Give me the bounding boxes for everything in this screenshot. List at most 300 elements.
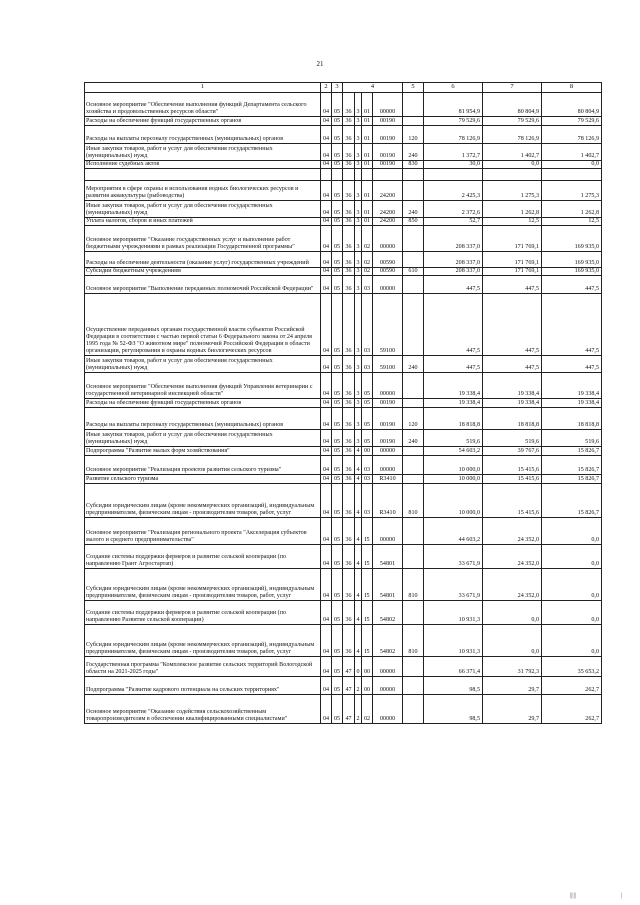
row-cell-c3: 05 (332, 484, 343, 518)
table-row (85, 399, 602, 408)
row-cell-c5: 830 (403, 161, 424, 169)
row-cell-c3: 05 (332, 161, 343, 169)
row-cell-c2: 04 (321, 657, 332, 677)
row-cell-p1: 36 (343, 545, 355, 569)
row-cell-c2: 04 (321, 518, 332, 545)
row-cell-p3: 01 (362, 117, 373, 126)
row-cell-v6: 66 371,4 (424, 657, 483, 677)
row-cell-p1: 36 (343, 117, 355, 126)
row-cell-p4: 00190 (373, 144, 403, 161)
table-row (85, 218, 602, 226)
row-cell-c3: 05 (332, 447, 343, 456)
row-cell-c5 (403, 181, 424, 201)
row-cell-p3: 01 (362, 93, 373, 117)
row-cell-p3: 01 (362, 218, 373, 226)
col-header: 5 (403, 83, 424, 93)
row-cell-v8: 0,0 (542, 161, 602, 169)
row-cell-p2: 3 (356, 161, 360, 168)
row-cell-c2: 04 (321, 408, 332, 430)
row-cell-v7: 171 769,1 (483, 226, 542, 252)
row-cell-p4: R3410 (373, 475, 403, 484)
row-name-cell: Субсидии бюджетным учреждениям (85, 268, 321, 276)
table-row (85, 475, 602, 484)
row-cell-c3: 05 (332, 569, 343, 601)
row-cell-c3: 05 (332, 408, 343, 430)
row-cell-c3: 05 (332, 518, 343, 545)
row-cell-c5: 810 (403, 625, 424, 657)
table-row (85, 161, 602, 169)
row-cell-p3: 05 (362, 430, 373, 447)
row-cell-c2: 04 (321, 447, 332, 456)
row-cell-v7 (483, 169, 542, 181)
row-cell-c3: 05 (332, 252, 343, 268)
row-cell-v6: 52,7 (424, 218, 483, 226)
row-cell-c3: 05 (332, 356, 343, 373)
table-row (85, 268, 602, 276)
row-cell-p3: 03 (362, 456, 373, 475)
row-cell-v8: 80 804,9 (542, 93, 602, 117)
row-cell-p3: 02 (362, 252, 373, 268)
row-cell-p3: 00 (362, 657, 373, 677)
row-cell-v7: 15 415,6 (483, 484, 542, 518)
row-cell-p4: 00190 (373, 430, 403, 447)
row-cell-v8: 0,0 (542, 569, 602, 601)
row-cell-c5: 240 (403, 144, 424, 161)
row-cell-c3: 05 (332, 276, 343, 294)
row-name-cell: Исполнение судебных актов (85, 161, 321, 169)
row-cell-c2: 04 (321, 569, 332, 601)
row-cell-c2: 04 (321, 677, 332, 695)
row-cell-p3: 02 (362, 268, 373, 276)
row-cell-v7: 171 769,1 (483, 252, 542, 268)
footer-mark-2: | (621, 893, 623, 899)
row-cell-p1: 36 (343, 518, 355, 545)
table-row (85, 518, 602, 545)
row-cell-v7: 19 338,4 (483, 373, 542, 399)
row-cell-v8: 0,0 (542, 625, 602, 657)
row-cell-c3: 05 (332, 625, 343, 657)
table-row (85, 569, 602, 601)
row-cell-p2 (355, 169, 362, 181)
row-cell-p1: 36 (343, 181, 355, 201)
row-cell-v6: 78 126,9 (424, 126, 483, 144)
row-name-cell: Государственная программа "Комплексное развитие сельских территорий Вологодской области на 2021-2025 годы" (85, 657, 321, 677)
row-cell-v8: 15 826,7 (542, 475, 602, 484)
row-cell-v7: 15 415,6 (483, 475, 542, 484)
table-row (85, 447, 602, 456)
row-cell-p2: 3 (355, 408, 362, 430)
row-cell-c5 (403, 117, 424, 126)
row-cell-v8: 15 826,7 (542, 447, 602, 456)
row-cell-v7: 29,7 (483, 695, 542, 724)
row-cell-c3: 05 (332, 201, 343, 218)
row-cell-p1: 47 (343, 677, 355, 695)
row-cell-v6: 519,6 (424, 430, 483, 447)
row-cell-v7: 447,5 (483, 356, 542, 373)
row-cell-p3: 01 (362, 126, 373, 144)
row-cell-c3: 05 (332, 657, 343, 677)
row-cell-c2: 04 (321, 545, 332, 569)
row-cell-p1: 36 (343, 569, 355, 601)
table-row (85, 356, 602, 373)
table-row (85, 408, 602, 430)
row-cell-v7: 12,5 (483, 218, 542, 226)
row-cell-p4: 00000 (373, 677, 403, 695)
row-cell-p2: 3 (355, 226, 362, 252)
row-name-cell: Осуществление переданных органам государственной власти субъектов Российской Федерации в соответствии с частью первой статьи 6 Федерального закона от 24 апреля 1995 года № 52-ФЗ "О животном мире" полномочий Российской Федерации в области организации, регулирования и охраны водных биологических ресурсов (85, 294, 321, 356)
row-name-cell: Расходы на обеспечение деятельности (оказание услуг) государственных учреждений (85, 252, 321, 268)
row-cell-v6: 19 338,4 (424, 399, 483, 408)
row-cell-v7: 171 769,1 (483, 268, 542, 276)
row-cell-v8: 15 826,7 (542, 456, 602, 475)
table-body (85, 83, 602, 724)
col-header: 7 (483, 83, 542, 93)
row-cell-p2: 4 (355, 625, 362, 657)
row-cell-v6: 208 337,0 (424, 252, 483, 268)
row-cell-v8: 19 338,4 (542, 373, 602, 399)
table-row (85, 201, 602, 218)
row-cell-v7: 80 804,9 (483, 93, 542, 117)
row-cell-v7: 39 767,6 (483, 447, 542, 456)
row-name-cell: Субсидии юридическим лицам (кроме некоммерческих организаций), индивидуальным предпринимателям, физическим лицам - производителям товаров, работ, услуг (85, 625, 321, 657)
table-row (85, 373, 602, 399)
budget-table (84, 82, 602, 724)
row-cell-v8: 1 262,8 (542, 201, 602, 218)
row-cell-p1: 36 (343, 93, 355, 117)
row-cell-p2: 4 (356, 476, 360, 483)
row-cell-c5 (403, 294, 424, 356)
row-cell-c3: 05 (332, 601, 343, 625)
row-cell-p3: I5 (362, 625, 373, 657)
row-cell-v6: 1 372,7 (424, 144, 483, 161)
row-cell-v8: 0,0 (542, 545, 602, 569)
row-cell-c2: 04 (321, 126, 332, 144)
row-name-cell: Основное мероприятие "Реализация регионального проекта "Акселерация субъектов малого и среднего предпринимательства" (85, 518, 321, 545)
row-cell-v6: 447,5 (424, 356, 483, 373)
table-row (85, 430, 602, 447)
row-cell-p3: 01 (362, 161, 373, 169)
row-cell-c5: 120 (403, 126, 424, 144)
row-cell-c5 (403, 657, 424, 677)
header-row (85, 83, 602, 93)
row-cell-v7: 447,5 (483, 294, 542, 356)
row-cell-v8: 35 653,2 (542, 657, 602, 677)
row-cell-p2: 3 (355, 294, 362, 356)
row-cell-c2: 04 (321, 218, 332, 226)
row-cell-p1: 36 (343, 268, 355, 276)
row-cell-p2: 4 (355, 601, 362, 625)
row-cell-c5 (403, 447, 424, 456)
row-cell-c2: 04 (321, 276, 332, 294)
row-cell-v8: 0,0 (542, 601, 602, 625)
row-cell-p3: 03 (362, 276, 373, 294)
row-name-cell: Иные закупки товаров, работ и услуг для обеспечения государственных (муниципальных) нужд (85, 356, 321, 373)
row-cell-p4: 24200 (373, 218, 403, 226)
row-name-cell: Расходы на выплаты персоналу государственных (муниципальных) органов (85, 408, 321, 430)
row-name-cell: Основное мероприятие "Выполнение переданных полномочий Российской Федерации" (85, 276, 321, 294)
row-cell-c2: 04 (321, 399, 332, 408)
row-name-cell: Расходы на обеспечение функций государственных органов (85, 399, 321, 408)
row-name-cell (85, 169, 321, 181)
row-cell-p1: 36 (343, 484, 355, 518)
table-row (85, 695, 602, 724)
row-cell-v8: 1 402,7 (542, 144, 602, 161)
row-cell-v6: 33 671,9 (424, 545, 483, 569)
row-cell-p3: 01 (362, 181, 373, 201)
row-name-cell: Расходы на обеспечение функций государственных органов (85, 117, 321, 126)
row-cell-v6 (424, 169, 483, 181)
table-row (85, 456, 602, 475)
row-cell-p4: 00190 (373, 117, 403, 126)
row-cell-p3: I5 (362, 518, 373, 545)
row-cell-c5 (403, 373, 424, 399)
row-cell-p2: 3 (355, 430, 362, 447)
row-cell-c5 (403, 456, 424, 475)
row-cell-v6: 10 000,0 (424, 484, 483, 518)
row-cell-v7: 0,0 (483, 625, 542, 657)
row-cell-p3: I5 (362, 569, 373, 601)
row-cell-c5: 240 (403, 201, 424, 218)
row-cell-p1: 36 (343, 373, 355, 399)
row-name-cell: Основное мероприятие "Оказание государственных услуг и выполнение работ бюджетными учреждениями в рамках реализации Государственной программы" (85, 226, 321, 252)
row-cell-c5 (403, 475, 424, 484)
row-cell-p3: 03 (362, 484, 373, 518)
row-cell-v7: 1 402,7 (483, 144, 542, 161)
row-cell-c2: 04 (321, 93, 332, 117)
row-cell-p3 (362, 169, 373, 181)
row-cell-v8: 169 935,0 (542, 268, 602, 276)
row-cell-v7: 24 352,0 (483, 545, 542, 569)
row-cell-p3: 03 (362, 475, 373, 484)
row-cell-p4: 54802 (373, 625, 403, 657)
table-row (85, 657, 602, 677)
row-cell-c3: 05 (332, 226, 343, 252)
row-cell-p2: 2 (355, 677, 362, 695)
table-row (85, 117, 602, 126)
row-cell-p4: 24200 (373, 181, 403, 201)
row-cell-p4: 00190 (373, 408, 403, 430)
row-cell-v7: 19 338,4 (483, 399, 542, 408)
row-cell-c2: 04 (321, 695, 332, 724)
row-cell-p1: 36 (343, 126, 355, 144)
row-cell-p1: 36 (343, 226, 355, 252)
row-cell-c3: 05 (332, 677, 343, 695)
row-cell-p3: 05 (362, 408, 373, 430)
row-cell-v7: 447,5 (483, 276, 542, 294)
row-cell-p2: 3 (355, 93, 362, 117)
row-cell-p4: 00000 (373, 695, 403, 724)
row-name-cell: Создание системы поддержки фермеров и развитие сельской кооперации (по направлению Грант Агростартап) (85, 545, 321, 569)
row-cell-p4: 00190 (373, 399, 403, 408)
row-cell-p3: 01 (362, 201, 373, 218)
row-cell-c2: 04 (321, 201, 332, 218)
row-cell-c3: 05 (332, 117, 343, 126)
row-cell-p1: 36 (343, 625, 355, 657)
row-cell-v6: 208 337,0 (424, 226, 483, 252)
row-cell-c5: 850 (403, 218, 424, 226)
row-cell-v8: 18 818,8 (542, 408, 602, 430)
row-cell-p4: 00000 (373, 373, 403, 399)
row-cell-p4: R3410 (373, 484, 403, 518)
row-cell-p2: 3 (355, 356, 362, 373)
row-cell-c3: 05 (332, 294, 343, 356)
col-header: 2 (321, 83, 332, 93)
row-cell-v8: 262,7 (542, 695, 602, 724)
table-row (85, 484, 602, 518)
row-name-cell: Иные закупки товаров, работ и услуг для обеспечения государственных (муниципальных) нужд (85, 201, 321, 218)
row-cell-v7: 31 792,3 (483, 657, 542, 677)
row-cell-p2: 4 (355, 545, 362, 569)
row-cell-c5 (403, 601, 424, 625)
row-cell-p2: 3 (356, 400, 360, 407)
row-cell-v6: 19 338,4 (424, 373, 483, 399)
row-cell-p2: 4 (355, 569, 362, 601)
row-cell-p2: 3 (355, 276, 362, 294)
row-cell-v7: 78 126,9 (483, 126, 542, 144)
row-cell-c5 (403, 252, 424, 268)
row-cell-p1: 36 (343, 456, 355, 475)
row-cell-c5 (403, 677, 424, 695)
table-row (85, 93, 602, 117)
row-cell-p4: 59100 (373, 294, 403, 356)
row-cell-v7: 1 262,8 (483, 201, 542, 218)
row-name-cell: Создание системы поддержки фермеров и развитие сельской кооперации (по направлению Развитие сельской кооперации) (85, 601, 321, 625)
row-cell-p3: 02 (362, 226, 373, 252)
row-cell-v8 (542, 169, 602, 181)
row-cell-p3: I5 (362, 601, 373, 625)
table-row (85, 677, 602, 695)
row-cell-c3: 05 (332, 399, 343, 408)
row-cell-v8: 1 275,3 (542, 181, 602, 201)
row-cell-p1: 36 (343, 294, 355, 356)
row-cell-v6: 79 529,6 (424, 117, 483, 126)
col-header: 1 (85, 83, 321, 93)
row-cell-p1: 36 (343, 144, 355, 161)
row-cell-p2: 3 (355, 144, 362, 161)
row-cell-p1: 36 (343, 201, 355, 218)
row-cell-c2: 04 (321, 373, 332, 399)
table-row (85, 252, 602, 268)
row-cell-v8: 262,7 (542, 677, 602, 695)
row-cell-p1: 36 (343, 218, 355, 226)
row-cell-v7: 79 529,6 (483, 117, 542, 126)
row-cell-v8: 447,5 (542, 276, 602, 294)
row-cell-p4: 00000 (373, 93, 403, 117)
row-cell-v6: 54 603,2 (424, 447, 483, 456)
row-cell-c3: 05 (332, 430, 343, 447)
row-cell-v6: 447,5 (424, 276, 483, 294)
row-cell-v7: 24 352,0 (483, 518, 542, 545)
table-row (85, 144, 602, 161)
table-row (85, 226, 602, 252)
row-cell-v7: 0,0 (483, 601, 542, 625)
row-cell-c2: 04 (321, 601, 332, 625)
row-cell-c5: 240 (403, 356, 424, 373)
table-row (85, 625, 602, 657)
row-cell-p4: 00000 (373, 276, 403, 294)
row-cell-v6: 30,0 (424, 161, 483, 169)
row-cell-c5: 240 (403, 430, 424, 447)
row-name-cell: Основное мероприятие "Оказание содействия сельскохозяйственным товаропроизводителям в обеспечении квалифицированными специалистами" (85, 695, 321, 724)
row-cell-p1: 36 (343, 356, 355, 373)
row-cell-c3: 05 (332, 268, 343, 276)
col-header: 8 (542, 83, 602, 93)
row-cell-p1: 47 (343, 695, 355, 724)
row-cell-p2: 3 (355, 201, 362, 218)
row-cell-c3: 05 (332, 218, 343, 226)
row-cell-p3: I5 (362, 545, 373, 569)
row-cell-p2: 3 (355, 126, 362, 144)
row-cell-p4: 00590 (373, 252, 403, 268)
row-cell-c3: 05 (332, 695, 343, 724)
table-row (85, 294, 602, 356)
row-cell-v6: 98,5 (424, 695, 483, 724)
row-cell-c3 (332, 169, 343, 181)
row-cell-v8: 169 935,0 (542, 252, 602, 268)
row-cell-p2: 3 (355, 181, 362, 201)
row-cell-v7: 1 275,3 (483, 181, 542, 201)
row-name-cell: Основное мероприятие "Обеспечение выполнения функций Управления ветеринарии с государственной ветеринарной инспекцией области" (85, 373, 321, 399)
row-cell-c2: 04 (321, 294, 332, 356)
row-cell-p2: 0 (355, 657, 362, 677)
row-cell-c5: 120 (403, 408, 424, 430)
row-cell-c2: 04 (321, 161, 332, 169)
row-cell-v6: 2 372,6 (424, 201, 483, 218)
row-cell-p2: 4 (355, 518, 362, 545)
row-cell-p4: 54801 (373, 569, 403, 601)
table-row (85, 601, 602, 625)
row-cell-p3: 02 (362, 695, 373, 724)
row-cell-p4: 00000 (373, 226, 403, 252)
row-cell-v6: 10 000,0 (424, 475, 483, 484)
row-cell-p1 (343, 169, 355, 181)
row-cell-p4: 00190 (373, 161, 403, 169)
row-cell-c5 (403, 276, 424, 294)
row-cell-v6: 10 000,0 (424, 456, 483, 475)
row-name-cell: Основное мероприятие "Реализация проектов развития сельского туризма" (85, 456, 321, 475)
row-cell-c5 (403, 399, 424, 408)
row-cell-p1: 36 (343, 276, 355, 294)
row-cell-p2: 3 (356, 218, 360, 225)
row-cell-p1: 36 (343, 161, 355, 169)
row-cell-p3: 01 (362, 144, 373, 161)
row-cell-p1: 36 (343, 408, 355, 430)
row-cell-v7: 0,0 (483, 161, 542, 169)
row-cell-p4: 24200 (373, 201, 403, 218)
row-cell-p4: 54802 (373, 601, 403, 625)
row-cell-p3: 03 (362, 356, 373, 373)
row-name-cell: Иные закупки товаров, работ и услуг для обеспечения государственных (муниципальных) нужд (85, 144, 321, 161)
row-cell-c3: 05 (332, 126, 343, 144)
row-cell-p4: 00000 (373, 447, 403, 456)
row-cell-v6: 10 931,3 (424, 601, 483, 625)
row-cell-v6: 98,5 (424, 677, 483, 695)
row-cell-c3: 05 (332, 144, 343, 161)
row-cell-v8: 78 126,9 (542, 126, 602, 144)
col-header: 3 (332, 83, 343, 93)
row-cell-p3: 00 (362, 677, 373, 695)
row-cell-v8: 0,0 (542, 518, 602, 545)
row-cell-p4: 00000 (373, 518, 403, 545)
row-cell-c5: 810 (403, 484, 424, 518)
row-cell-p1: 36 (343, 447, 355, 456)
footer-mark: ||||| (570, 893, 577, 899)
row-cell-p4: 54801 (373, 545, 403, 569)
row-name-cell: Подпрограмма "Развитие кадрового потенциала на сельских территориях" (85, 677, 321, 695)
row-cell-c2: 04 (321, 475, 332, 484)
row-cell-v7: 15 415,6 (483, 456, 542, 475)
row-cell-c2: 04 (321, 356, 332, 373)
